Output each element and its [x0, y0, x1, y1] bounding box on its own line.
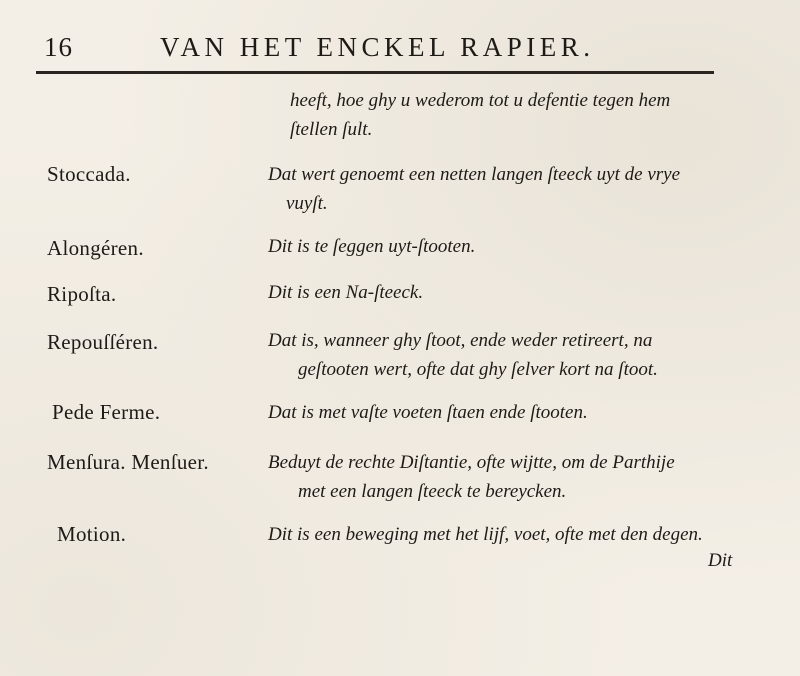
definition-line: geſtooten wert, ofte dat ghy ſelver kort na ſtoot. — [298, 359, 658, 380]
intro-line: heeft, hoe ghy u wederom tot u defentie tegen hem — [290, 90, 671, 111]
page-header — [0, 26, 800, 66]
catchword: Dit — [708, 550, 733, 571]
intro-text — [290, 86, 780, 144]
definition-line: vuyſt. — [286, 193, 328, 214]
definition-line: Dit is te ſeggen uyt-ſtooten. — [268, 236, 476, 257]
entry-definition — [268, 160, 758, 218]
entry-definition — [268, 520, 758, 549]
definition-line: Beduyt de rechte Diſtantie, ofte wijtte, om de Parthije — [268, 452, 675, 473]
definition-line: Dat is, wanneer ghy ſtoot, ende weder retireert, na — [268, 330, 653, 351]
definition-line: Dit is een Na-ſteeck. — [268, 282, 424, 303]
definition-line: Dat wert genoemt een netten langen ſteeck uyt de vrye — [268, 164, 681, 185]
entry-term: Stoccada. — [47, 162, 131, 186]
entry-definition — [268, 398, 758, 427]
definition-line: Dat is met vaſte voeten ſtaen ende ſtooten. — [268, 402, 588, 423]
entry-definition — [268, 278, 758, 307]
intro-line: ſtellen ſult. — [290, 119, 373, 140]
entry-term: Alongéren. — [47, 236, 144, 260]
entry-definition — [268, 232, 758, 261]
header-rule — [36, 71, 714, 74]
page-number: 16 — [44, 32, 73, 62]
running-title: VAN HET ENCKEL RAPIER. — [160, 32, 595, 62]
entry-term: Pede Ferme. — [52, 400, 161, 424]
entry-term: Motion. — [57, 522, 127, 546]
definition-line: met een langen ſteeck te bereycken. — [298, 481, 567, 502]
entry-term: Ripoſta. — [47, 282, 117, 306]
entry-term: Menſura. Menſuer. — [47, 450, 209, 474]
definition-line: Dit is een beweging met het lijf, voet, ofte met den degen. — [268, 524, 703, 545]
entry-term: Repouſſéren. — [47, 330, 159, 354]
entry-definition — [268, 326, 758, 384]
entry-definition — [268, 448, 758, 506]
